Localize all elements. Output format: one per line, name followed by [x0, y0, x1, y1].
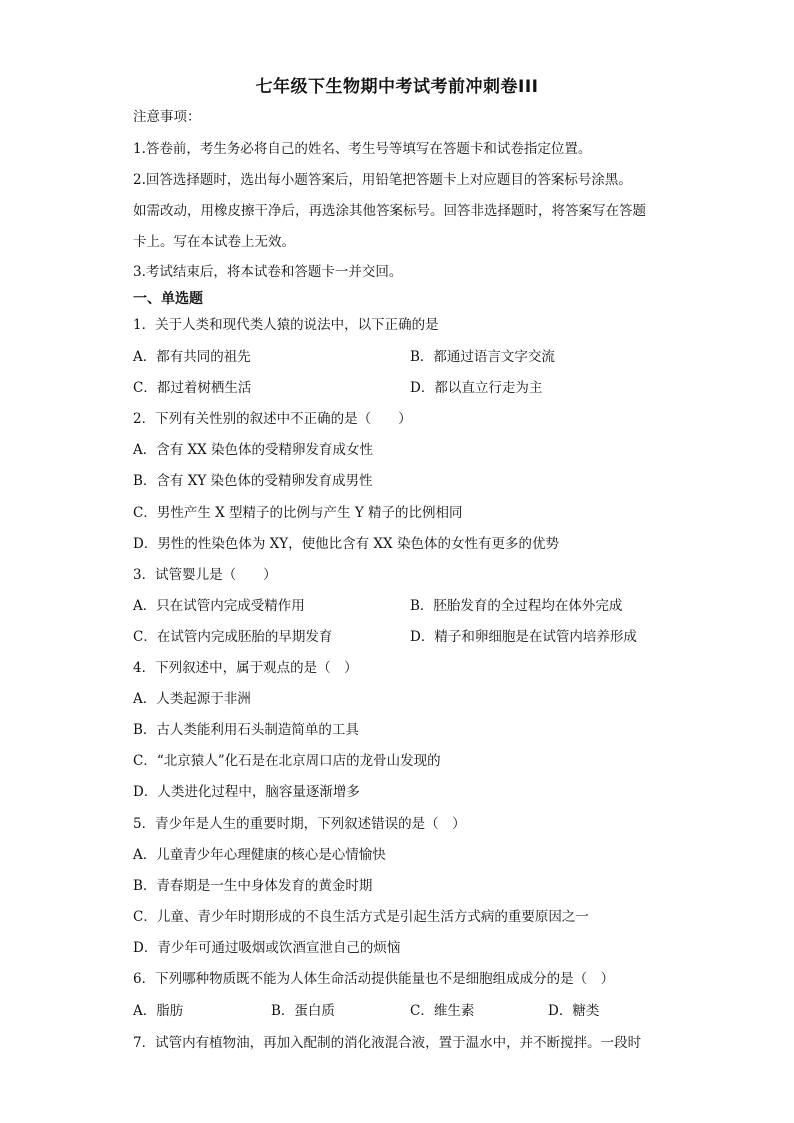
- question-option: D．糖类: [548, 1003, 600, 1019]
- question-option: B．蛋白质: [271, 1003, 335, 1019]
- question-stem: 4．下列叙述中，属于观点的是（ ）: [133, 660, 358, 676]
- notice-heading: 注意事项：: [133, 109, 201, 125]
- notice-item-3: 3.考试结束后，将本试卷和答题卡一并交回。: [133, 264, 403, 280]
- question-option: C．在试管内完成胚胎的早期发育: [133, 629, 333, 645]
- question-option: B．古人类能利用石头制造简单的工具: [133, 722, 359, 738]
- question-option: A．儿童青少年心理健康的核心是心情愉快: [133, 847, 386, 863]
- question-stem: 5．青少年是人生的重要时期，下列叙述错误的是（ ）: [133, 816, 466, 832]
- question-option: A．含有 XX 染色体的受精卵发育成女性: [133, 442, 374, 458]
- notice-item-2-end: 卡上。写在本试卷上无效。: [133, 234, 295, 250]
- notice-item-2: 2.回答选择题时，选出每小题答案后，用铅笔把答题卡上对应题目的答案标号涂黑。: [133, 172, 632, 188]
- question-option: C．维生素: [410, 1003, 475, 1019]
- question-option: A．只在试管内完成受精作用: [133, 598, 305, 614]
- question-option: D．精子和卵细胞是在试管内培养形成: [410, 629, 637, 645]
- question-option: A．人类起源于非洲: [133, 691, 251, 707]
- notice-item-1: 1.答卷前，考生务必将自己的姓名、考生号等填写在答题卡和试卷指定位置。: [133, 141, 592, 157]
- question-option: C．儿童、青少年时期形成的不良生活方式是引起生活方式病的重要原因之一: [133, 909, 589, 925]
- question-option: B．都通过语言文字交流: [410, 349, 555, 365]
- question-stem: 2．下列有关性别的叙述中不正确的是（ ）: [133, 411, 412, 427]
- question-option: C．都过着树栖生活: [133, 380, 252, 396]
- question-option: D．人类进化过程中，脑容量逐渐增多: [133, 784, 360, 800]
- question-stem: 1．关于人类和现代类人猿的说法中，以下正确的是: [133, 317, 439, 333]
- question-stem: 7．试管内有植物油，再加入配制的消化液混合液，置于温水中，并不断搅拌。一段时: [133, 1035, 642, 1051]
- notice-item-2-cont: 如需改动，用橡皮擦干净后，再选涂其他答案标号。回答非选择题时，将答案写在答题: [133, 203, 646, 219]
- question-option: B．青春期是一生中身体发育的黄金时期: [133, 878, 373, 894]
- question-option: D．都以直立行走为主: [410, 380, 543, 396]
- question-stem: 3．试管婴儿是（ ）: [133, 567, 277, 583]
- question-option: D．男性的性染色体为 XY，使他比含有 XX 染色体的女性有更多的优势: [133, 536, 559, 552]
- question-option: C．“北京猿人”化石是在北京周口店的龙骨山发现的: [133, 753, 441, 769]
- page-title: 七年级下生物期中考试考前冲刺卷III: [255, 77, 539, 97]
- question-option: A．脂肪: [133, 1003, 184, 1019]
- question-option: A．都有共同的祖先: [133, 349, 251, 365]
- question-option: C．男性产生 X 型精子的比例与产生 Y 精子的比例相同: [133, 505, 463, 521]
- question-option: D．青少年可通过吸烟或饮酒宣泄自己的烦恼: [133, 940, 401, 956]
- question-stem: 6．下列哪种物质既不能为人体生命活动提供能量也不是细胞组成成分的是（ ）: [133, 971, 615, 987]
- question-option: B．胚胎发育的全过程均在体外完成: [410, 598, 623, 614]
- question-option: B．含有 XY 染色体的受精卵发育成男性: [133, 473, 373, 489]
- section-title: 一、单选题: [133, 291, 203, 307]
